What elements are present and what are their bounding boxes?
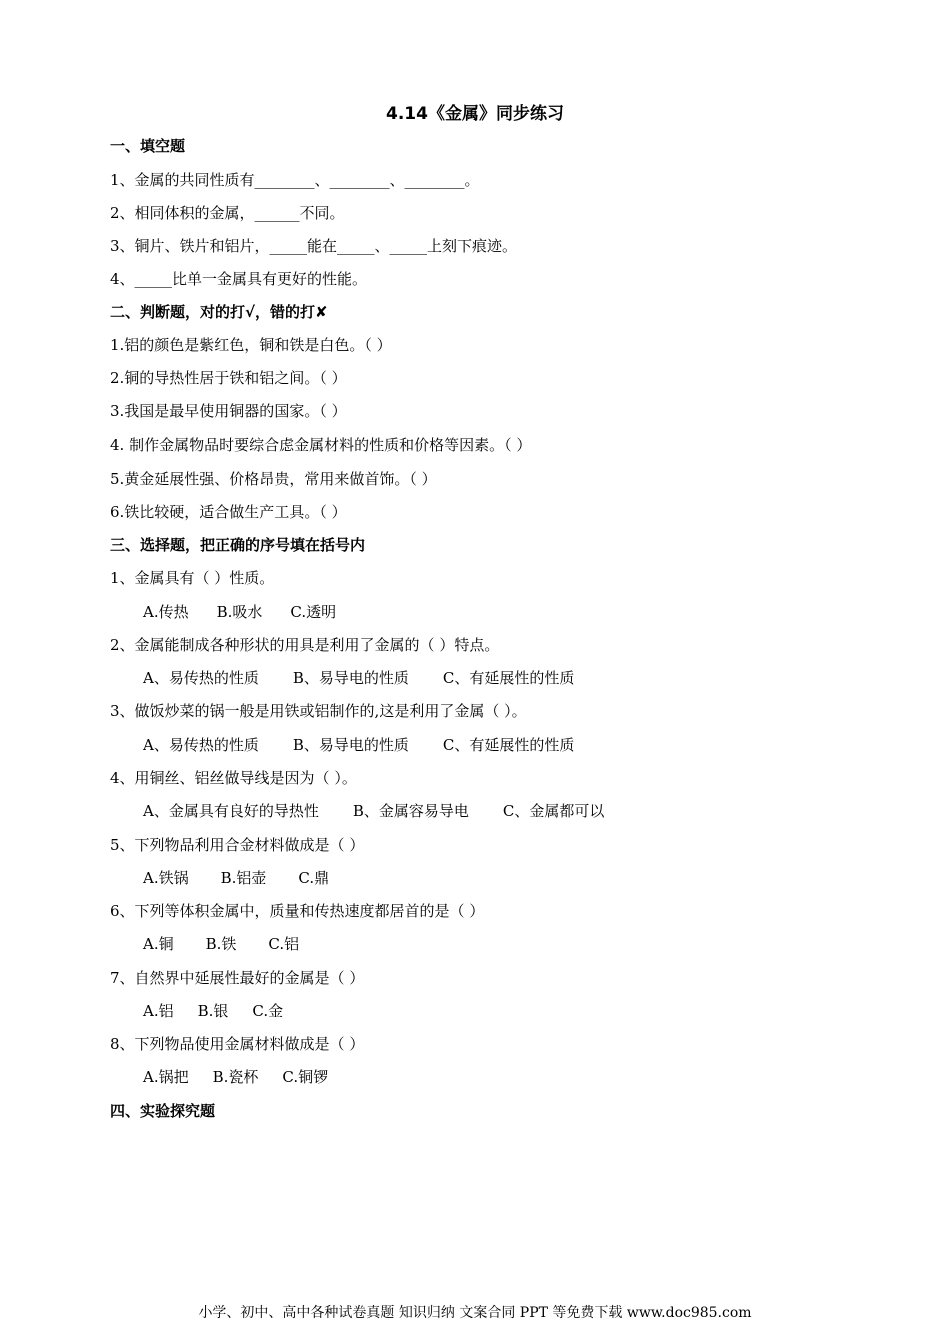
option-c: C.透明 <box>290 603 337 621</box>
option-a: A.锅把 <box>143 1068 189 1086</box>
choice-options <box>143 934 299 954</box>
choice-question: 3、做饭炒菜的锅一般是用铁或铝制作的,这是利用了金属（ ）。 <box>110 702 527 720</box>
choice-options <box>143 602 336 622</box>
section-heading-fill-blank: 一、填空题 <box>110 137 186 155</box>
option-b: B.铁 <box>205 935 237 953</box>
choice-question: 6、下列等体积金属中，质量和传热速度都居首的是（ ） <box>110 902 485 920</box>
fill-blank-item: 4、_____比单一金属具有更好的性能。 <box>110 270 368 288</box>
fill-blank-item: 2、相同体积的金属，______不同。 <box>110 204 345 222</box>
true-false-item: 6.铁比较硬，适合做生产工具。（ ） <box>110 503 347 521</box>
option-a: A、易传热的性质 <box>143 669 259 687</box>
option-a: A.铁锅 <box>143 869 189 887</box>
option-a: A.铝 <box>143 1002 174 1020</box>
choice-question: 1、金属具有（ ）性质。 <box>110 569 275 587</box>
page-footer: 小学、初中、高中各种试卷真题 知识归纳 文案合同 PPT 等免费下载 www.doc985.com <box>198 1305 752 1321</box>
true-false-item: 2.铜的导热性居于铁和铝之间。（ ） <box>110 369 347 387</box>
fill-blank-item: 1、金属的共同性质有________、________、________。 <box>110 171 480 189</box>
section-heading-experiment: 四、实验探究题 <box>110 1102 216 1120</box>
section-heading-multiple-choice: 三、选择题，把正确的序号填在括号内 <box>110 536 366 554</box>
option-c: C.铜锣 <box>282 1068 329 1086</box>
option-b: B、金属容易导电 <box>352 802 469 820</box>
option-b: B、易导电的性质 <box>292 736 409 754</box>
option-a: A.传热 <box>143 603 189 621</box>
true-false-item: 3.我国是最早使用铜器的国家。（ ） <box>110 402 347 420</box>
option-a: A、易传热的性质 <box>143 736 259 754</box>
option-c: C.铝 <box>268 935 300 953</box>
section-heading-true-false: 二、判断题，对的打√，错的打✘ <box>110 303 328 321</box>
option-c: C、有延展性的性质 <box>442 736 575 754</box>
choice-options <box>143 735 574 755</box>
page-title: 4.14《金属》同步练习 <box>386 104 564 124</box>
true-false-item: 1.铝的颜色是紫红色，铜和铁是白色。（ ） <box>110 336 392 354</box>
choice-options <box>143 1001 283 1021</box>
option-c: C.金 <box>252 1002 284 1020</box>
true-false-item: 5.黄金延展性强、价格昂贵，常用来做首饰。（ ） <box>110 470 437 488</box>
choice-options <box>143 801 604 821</box>
choice-options <box>143 1067 328 1087</box>
choice-question: 7、自然界中延展性最好的金属是（ ） <box>110 969 365 987</box>
option-b: B.吸水 <box>216 603 263 621</box>
option-c: C、金属都可以 <box>502 802 605 820</box>
option-b: B.银 <box>197 1002 229 1020</box>
option-b: B.瓷杯 <box>212 1068 259 1086</box>
option-c: C、有延展性的性质 <box>442 669 575 687</box>
option-c: C.鼎 <box>298 869 330 887</box>
choice-question: 8、下列物品使用金属材料做成是（ ） <box>110 1035 365 1053</box>
option-a: A.铜 <box>143 935 174 953</box>
option-a: A、金属具有良好的导热性 <box>143 802 319 820</box>
option-b: B.铝壶 <box>220 869 267 887</box>
choice-options <box>143 668 574 688</box>
choice-question: 4、用铜丝、铝丝做导线是因为（ ）。 <box>110 769 357 787</box>
fill-blank-item: 3、铜片、铁片和铝片，_____能在_____、_____上刻下痕迹。 <box>110 237 518 255</box>
choice-options <box>143 868 329 888</box>
choice-question: 5、下列物品利用合金材料做成是（ ） <box>110 836 365 854</box>
true-false-item: 4. 制作金属物品时要综合虑金属材料的性质和价格等因素。（ ） <box>110 436 532 454</box>
option-b: B、易导电的性质 <box>292 669 409 687</box>
choice-question: 2、金属能制成各种形状的用具是利用了金属的（ ）特点。 <box>110 636 500 654</box>
